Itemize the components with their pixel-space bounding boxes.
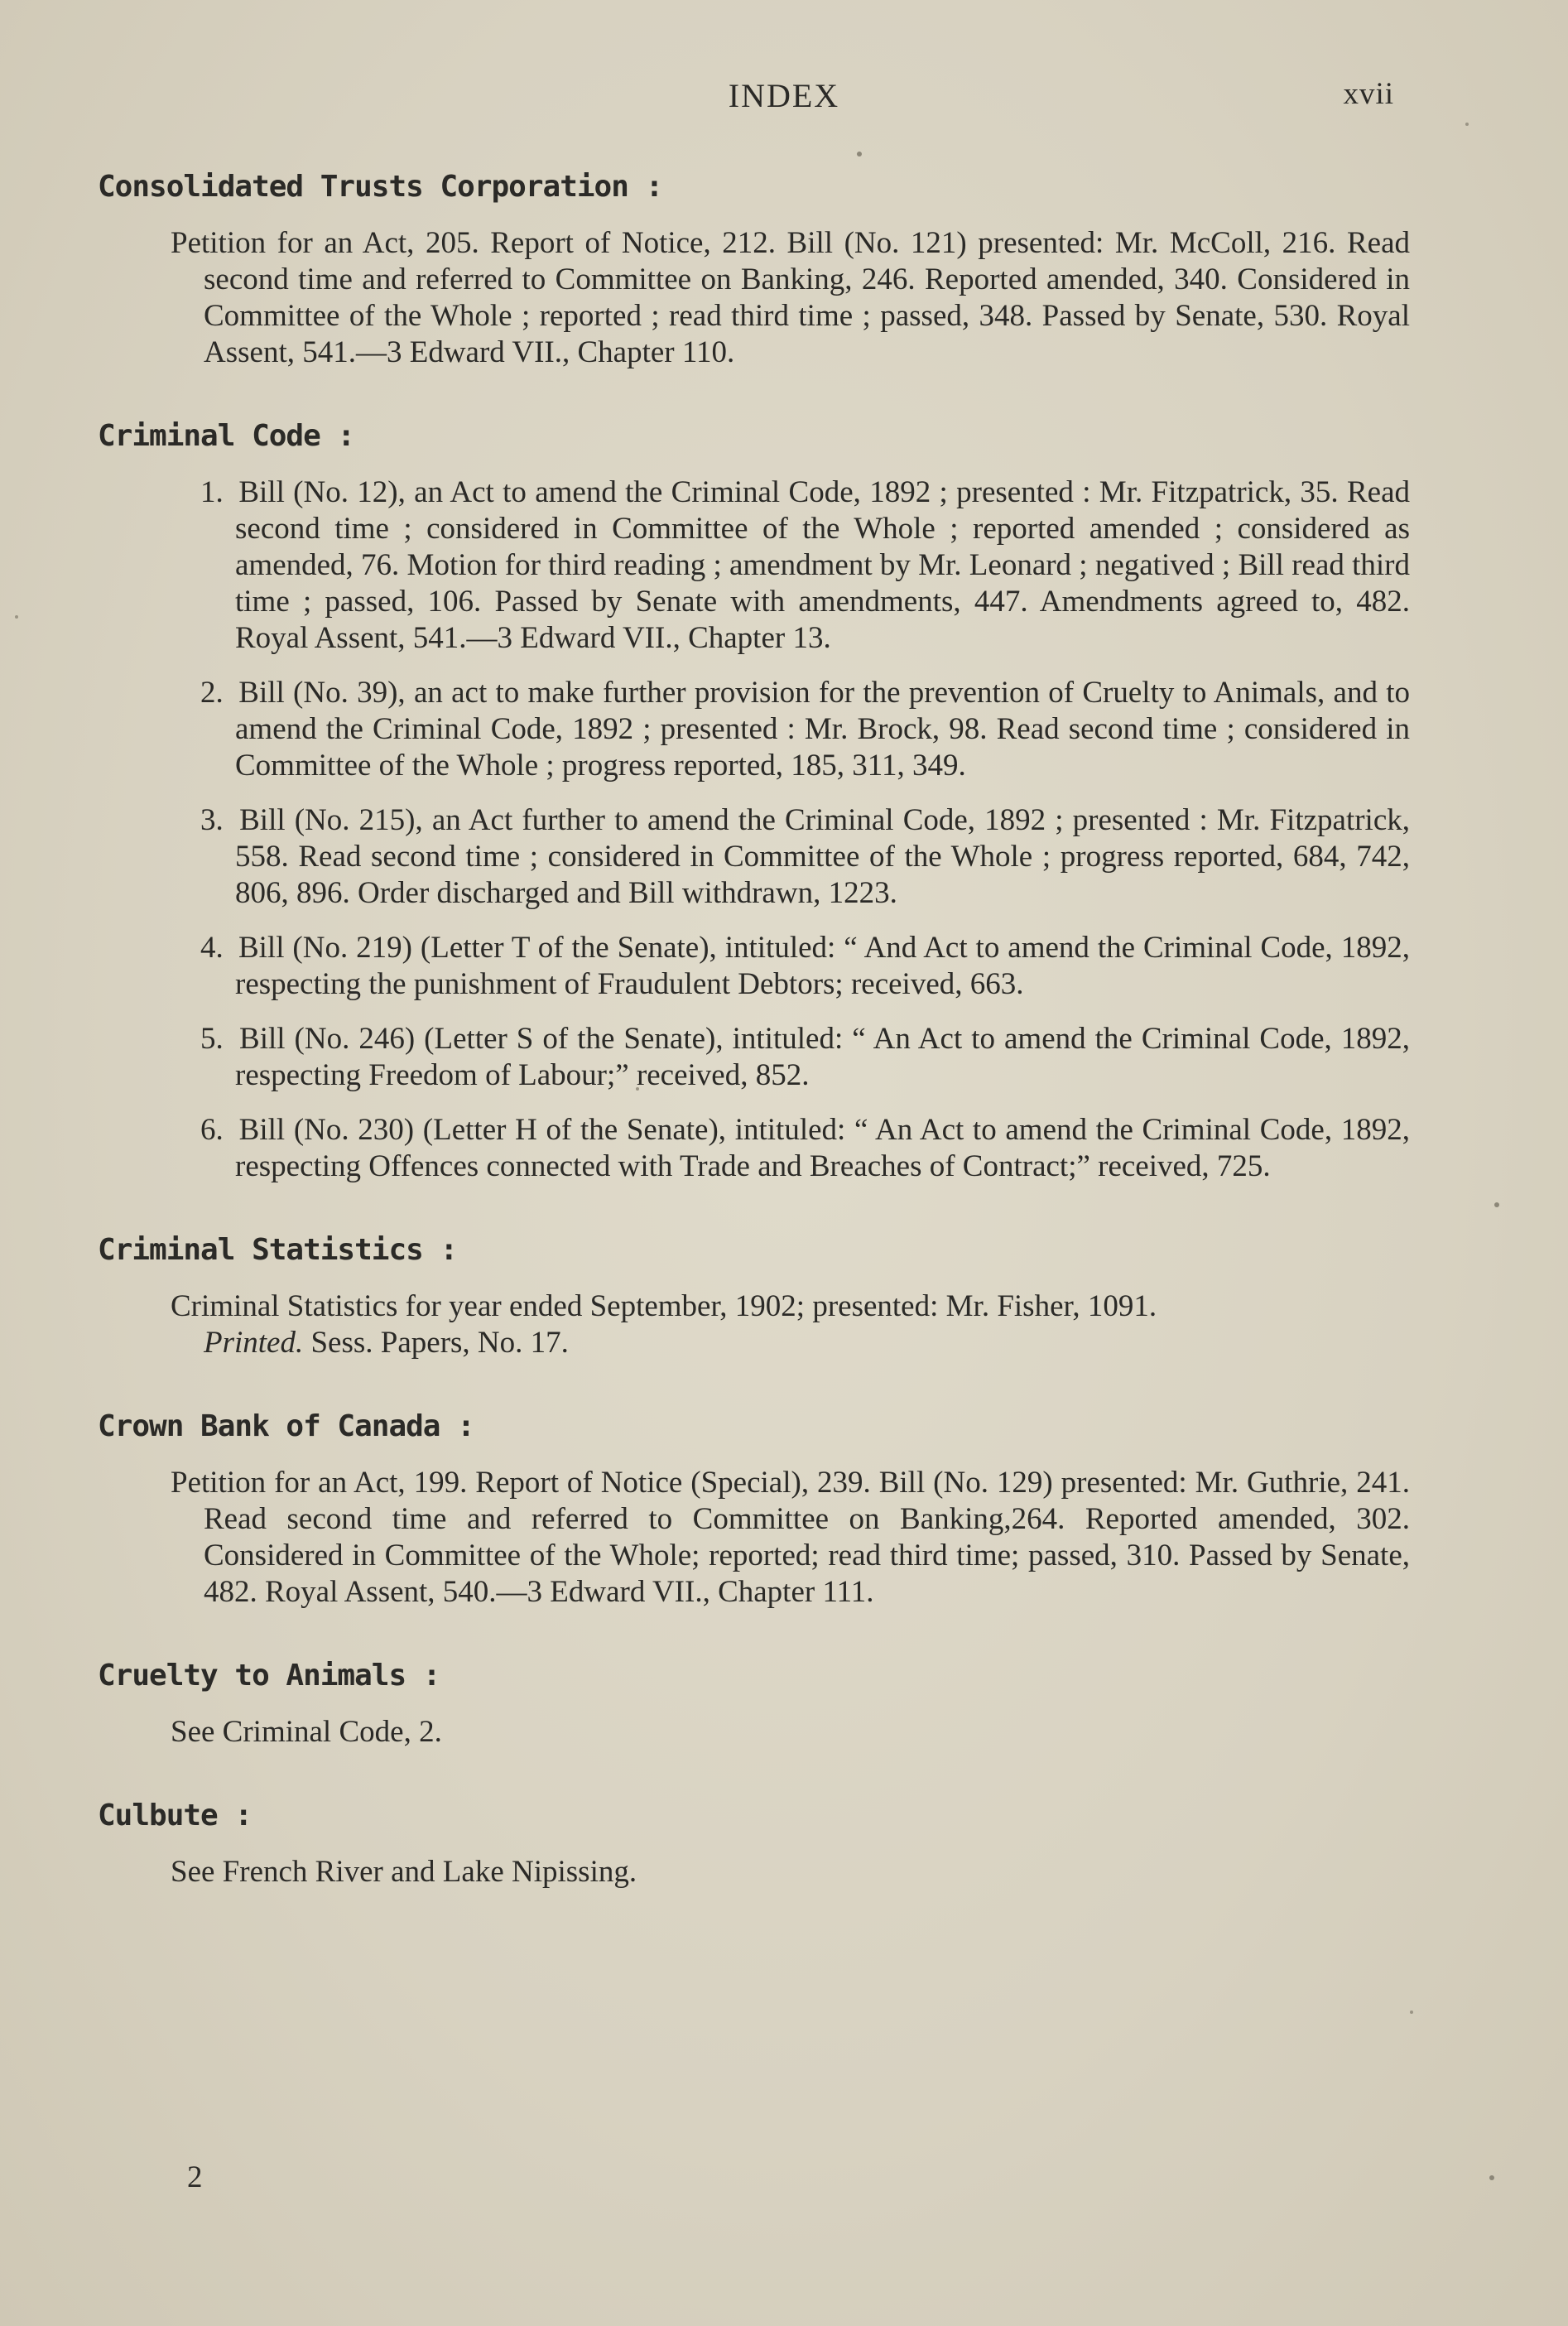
entry-text: See French River and Lake Nipissing. bbox=[171, 1855, 637, 1889]
entry-text bbox=[98, 1288, 1410, 1361]
entry-text: Petition for an Act, 199. Report of Notice (Special), 239. Bill (No. 129) presented: Mr. Guthrie, 241. Read second time and referred to Committee on Banking,264. Reported amended, 302. Considered in Committee of the Whole; reported; read third time; passed, 310. Passed by Senate, 482. Royal Assent, 540.—3 Edward VII., Chapter 111. bbox=[171, 1466, 1410, 1609]
running-head bbox=[0, 76, 1568, 118]
index-entry-cruelty-to-animals bbox=[98, 1659, 1410, 1751]
list-item bbox=[98, 1112, 1410, 1185]
list-item bbox=[98, 474, 1410, 657]
entry-heading: Cruelty to Animals : bbox=[98, 1659, 440, 1693]
item-number: 6. bbox=[200, 1113, 224, 1147]
entry-text-main: Criminal Statistics for year ended September, 1902; presented: Mr. Fisher, 1091. bbox=[171, 1289, 1157, 1323]
list-item bbox=[98, 802, 1410, 912]
index-entry-crown-bank bbox=[98, 1409, 1410, 1611]
entry-text: See Criminal Code, 2. bbox=[171, 1715, 442, 1749]
running-title: INDEX bbox=[728, 77, 840, 114]
item-number: 1. bbox=[200, 475, 224, 509]
page-number: xvii bbox=[1343, 77, 1394, 111]
item-text: Bill (No. 39), an act to make further provision for the prevention of Cruelty to Animals, and to amend the Criminal Code, 1892 ; presented : Mr. Brock, 98. Read second time ; considered in Committee of the Whole ; progress reported, 185, 311, 349. bbox=[235, 676, 1410, 783]
list-item bbox=[98, 930, 1410, 1003]
entry-heading: Criminal Statistics : bbox=[98, 1233, 458, 1267]
entry-text: Petition for an Act, 205. Report of Notice, 212. Bill (No. 121) presented: Mr. McColl, 216. Read second time and referred to Committee on Banking, 246. Reported amended, 340. Considered in Committee of the Whole ; reported ; read third time ; passed, 348. Passed by Senate, 530. Royal Assent, 541.—3 Edward VII., Chapter 110. bbox=[171, 226, 1410, 369]
entry-heading: Culbute : bbox=[98, 1799, 253, 1832]
signature-mark: 2 bbox=[187, 2160, 203, 2194]
index-entry-culbute bbox=[98, 1799, 1410, 1890]
item-text: Bill (No. 246) (Letter S of the Senate), intituled: “ An Act to amend the Criminal Code, 1892, respecting Freedom of Labour;” received, 852. bbox=[235, 1022, 1410, 1092]
entry-heading: Criminal Code : bbox=[98, 419, 355, 453]
item-number: 4. bbox=[200, 931, 224, 965]
index-entry-consolidated-trusts bbox=[98, 170, 1410, 371]
list-item bbox=[98, 1021, 1410, 1094]
item-number: 3. bbox=[200, 803, 224, 837]
item-text: Bill (No. 219) (Letter T of the Senate), intituled: “ And Act to amend the Criminal Code, 1892, respecting the punishment of Fraudulent Debtors; received, 663. bbox=[235, 931, 1410, 1001]
printed-reference: Sess. Papers, No. 17. bbox=[310, 1326, 569, 1360]
item-text: Bill (No. 230) (Letter H of the Senate), intituled: “ An Act to amend the Criminal Code, 1892, respecting Offences connected with Trade and Breaches of Contract;” received, 725. bbox=[235, 1113, 1410, 1183]
entry-heading: Crown Bank of Canada : bbox=[98, 1409, 474, 1443]
printed-label: Printed. bbox=[204, 1326, 304, 1360]
item-text: Bill (No. 215), an Act further to amend the Criminal Code, 1892 ; presented : Mr. Fitzpatrick, 558. Read second time ; considered in Committee of the Whole ; progress reported, 684, 742, 806, 896. Order discharged and Bill withdrawn, 1223. bbox=[235, 803, 1410, 910]
index-content bbox=[98, 170, 1410, 1938]
item-text: Bill (No. 12), an Act to amend the Criminal Code, 1892 ; presented : Mr. Fitzpatrick, 35. Read second time ; considered in Committee of the Whole ; reported amended ; considered as amended, 76. Motion for third reading ; amendment by Mr. Leonard ; negatived ; Bill read third time ; passed, 106. Passed by Senate with amendments, 447. Amendments agreed to, 482. Royal Assent, 541.—3 Edward VII., Chapter 13. bbox=[235, 475, 1411, 655]
list-item bbox=[98, 675, 1410, 784]
index-entry-criminal-statistics bbox=[98, 1233, 1410, 1361]
item-number: 2. bbox=[200, 676, 224, 710]
entry-heading: Consolidated Trusts Corporation : bbox=[98, 170, 663, 204]
index-entry-criminal-code bbox=[98, 419, 1410, 1185]
item-number: 5. bbox=[200, 1022, 224, 1056]
